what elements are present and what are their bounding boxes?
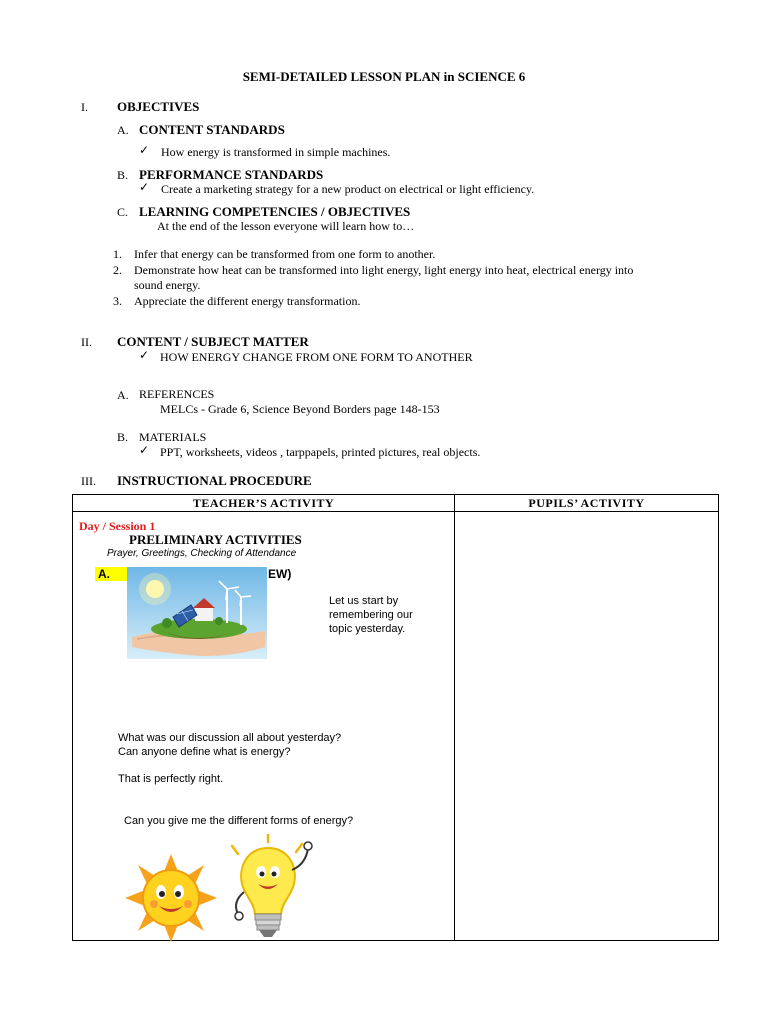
column-header-teacher: TEACHER’S ACTIVITY (73, 495, 455, 512)
subsection-heading-learning-competencies: LEARNING COMPETENCIES / OBJECTIVES (139, 204, 411, 219)
materials-item: PPT, worksheets, videos , tarppapels, printed pictures, real objects. (160, 445, 481, 459)
checkmark-icon: ✓ (139, 180, 150, 194)
competencies-intro: At the end of the lesson everyone will learn how to… (157, 219, 415, 233)
checkmark-icon: ✓ (139, 143, 150, 157)
checkmark-icon: ✓ (139, 443, 150, 457)
list-item: Demonstrate how heat can be transformed into light energy, light energy into heat, electrical energy into (134, 263, 634, 277)
preliminary-heading: PRELIMINARY ACTIVITIES (129, 532, 302, 547)
section-number-content: II. (81, 335, 92, 349)
list-item-continuation: sound energy. (134, 278, 201, 292)
references-text: MELCs - Grade 6, Science Beyond Borders page 148-153 (160, 402, 440, 416)
checkmark-icon: ✓ (139, 348, 150, 362)
preliminary-subtext: Prayer, Greetings, Checking of Attendance (107, 548, 297, 559)
subsection-letter: A. (117, 388, 129, 402)
section-heading-procedure: INSTRUCTIONAL PROCEDURE (117, 473, 312, 488)
day-session-label: Day / Session 1 (79, 519, 156, 533)
question-define-energy: Can anyone define what is energy? (118, 746, 291, 758)
subsection-letter: A. (117, 123, 129, 137)
section-number-objectives: I. (81, 100, 88, 114)
subsection-heading-references: REFERENCES (139, 387, 215, 401)
performance-standard-item: Create a marketing strategy for a new product on electrical or light efficiency. (161, 182, 535, 196)
light-bulb-cartoon-icon (228, 834, 320, 952)
content-standard-item: How energy is transformed in simple machines. (161, 145, 391, 159)
question-discussion: What was our discussion all about yesterday? (118, 732, 342, 744)
section-number-procedure: III. (81, 474, 96, 488)
subsection-letter: C. (117, 205, 129, 219)
list-item-number: 2. (113, 263, 122, 277)
page-title: SEMI-DETAILED LESSON PLAN in SCIENCE 6 (242, 69, 526, 84)
list-item: Appreciate the different energy transformation. (134, 294, 361, 308)
list-item-number: 1. (113, 247, 122, 261)
subsection-heading-content-standards: CONTENT STANDARDS (139, 122, 285, 137)
subsection-heading-performance-standards: PERFORMANCE STANDARDS (139, 167, 324, 182)
list-item-number: 3. (113, 294, 122, 308)
list-item: Infer that energy can be transformed from one form to another. (134, 247, 436, 261)
let-us-line-1: Let us start by (329, 595, 399, 607)
content-item: HOW ENERGY CHANGE FROM ONE FORM TO ANOTHER (160, 350, 473, 364)
column-header-pupils: PUPILS’ ACTIVITY (455, 495, 719, 512)
subsection-heading-materials: MATERIALS (139, 430, 207, 444)
response-right: That is perfectly right. (118, 773, 224, 785)
let-us-start-text (329, 594, 413, 636)
pupils-activity-cell (455, 512, 719, 941)
review-letter: A. (95, 567, 113, 581)
let-us-line-2: remembering our (329, 609, 413, 621)
question-forms-of-energy: Can you give me the different forms of energy? (124, 815, 354, 827)
let-us-line-3: topic yesterday. (329, 623, 406, 635)
section-heading-content: CONTENT / SUBJECT MATTER (117, 334, 309, 349)
review-label-tail: EW) (268, 567, 292, 581)
energy-island-image (127, 567, 267, 659)
section-heading-objectives: OBJECTIVES (117, 99, 200, 114)
sun-cartoon-icon (123, 852, 219, 944)
subsection-letter: B. (117, 168, 129, 182)
teacher-activity-cell (73, 512, 455, 941)
activity-table (72, 494, 719, 941)
subsection-letter: B. (117, 430, 129, 444)
